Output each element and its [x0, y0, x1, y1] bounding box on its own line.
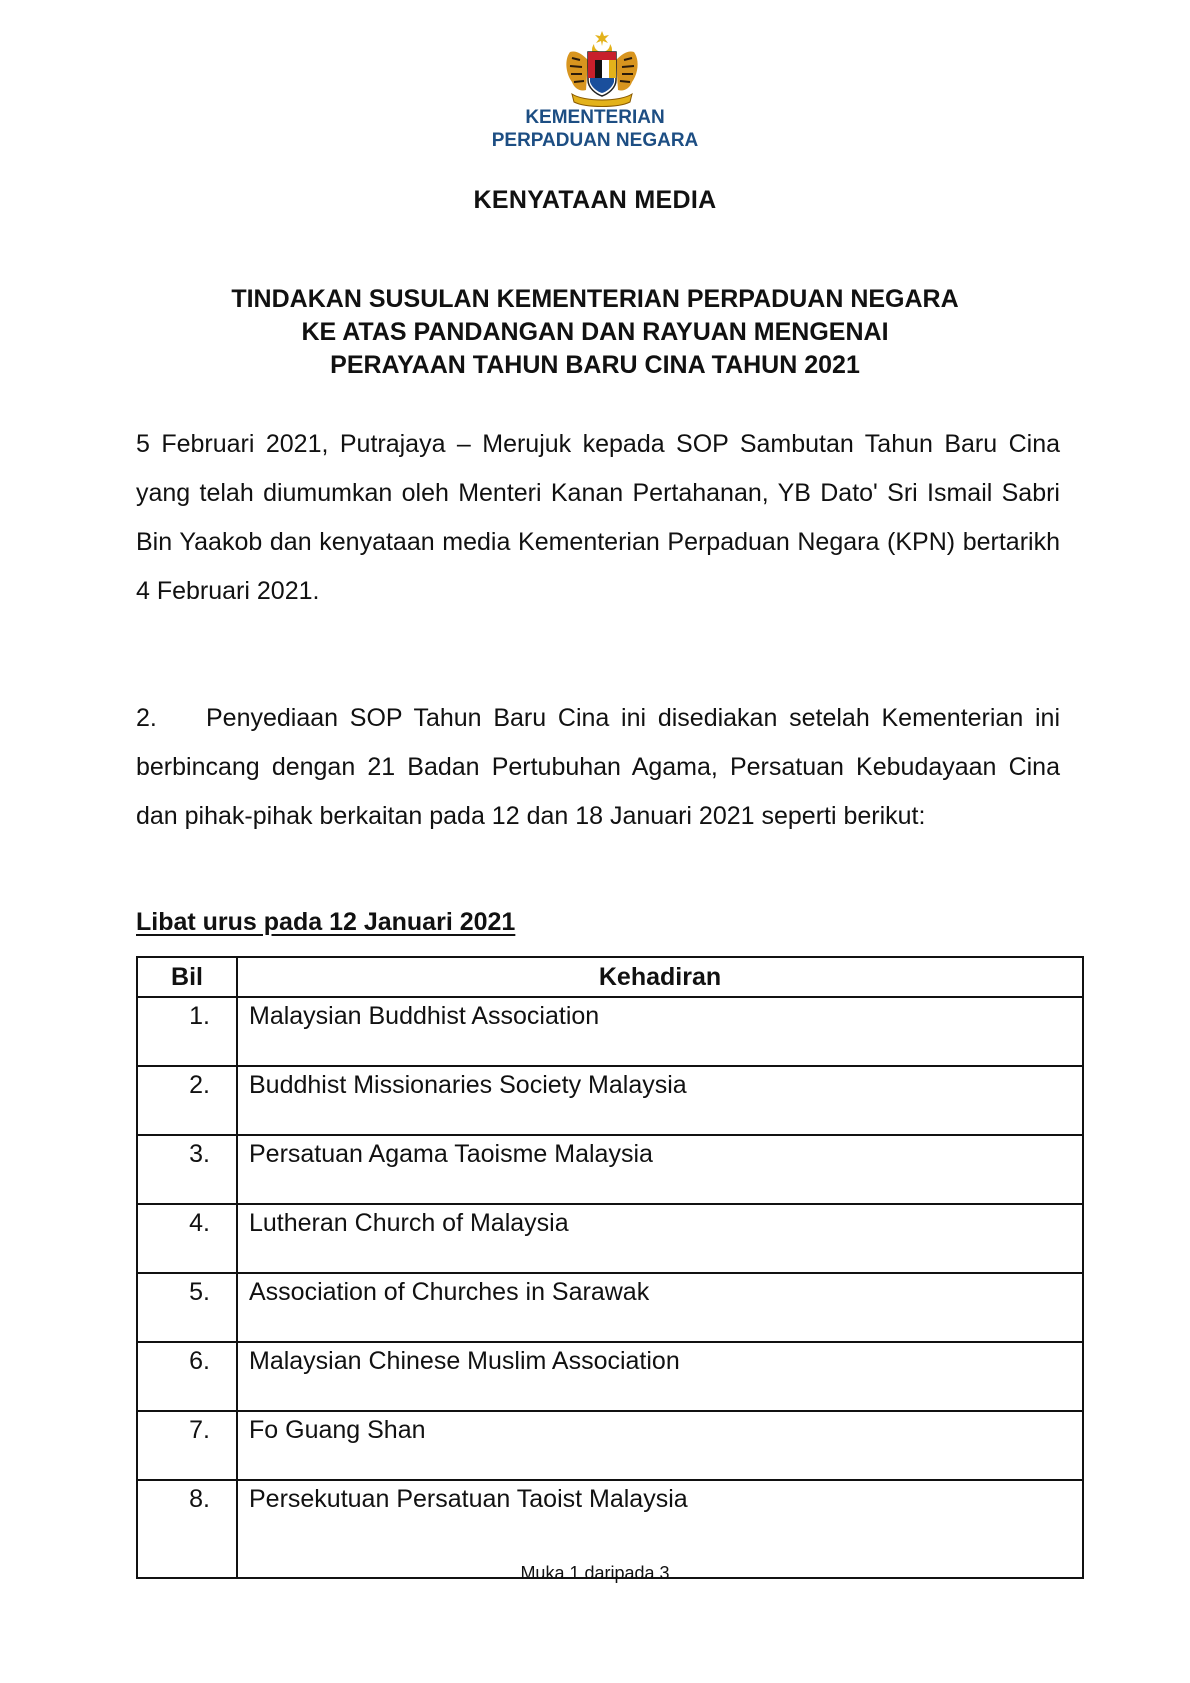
row-organisation: Persatuan Agama Taoisme Malaysia	[237, 1135, 1083, 1204]
column-header-kehadiran: Kehadiran	[237, 957, 1083, 997]
row-organisation: Persekutuan Persatuan Taoist Malaysia	[237, 1480, 1083, 1578]
ministry-name-line1: KEMENTERIAN	[525, 107, 665, 128]
document-type-title: KENYATAAN MEDIA	[473, 186, 717, 214]
table-row	[137, 1342, 1083, 1411]
page-number: Muka 1 daripada 3	[520, 1563, 670, 1583]
table-row	[137, 1204, 1083, 1273]
row-number: 5.	[137, 1273, 237, 1342]
paragraph-2	[136, 694, 1060, 841]
headline-line3: PERAYAAN TAHUN BARU CINA TAHUN 2021	[330, 351, 860, 379]
row-number: 4.	[137, 1204, 237, 1273]
paragraph-2-text: Penyediaan SOP Tahun Baru Cina ini disediakan setelah Kementerian ini berbincang dengan 21 Badan Pertubuhan Agama, Persatuan Kebudayaan Cina dan pihak-pihak berkaitan pada 12 dan 18 Januari 2021 seperti berikut:	[136, 704, 1060, 830]
ministry-name-line2: PERPADUAN NEGARA	[491, 130, 699, 151]
column-header-bil: Bil	[137, 957, 237, 997]
table-row	[137, 1066, 1083, 1135]
row-organisation: Lutheran Church of Malaysia	[237, 1204, 1083, 1273]
table-row	[137, 1135, 1083, 1204]
ministry-name	[0, 106, 1190, 152]
row-organisation: Buddhist Missionaries Society Malaysia	[237, 1066, 1083, 1135]
table-header-row	[137, 957, 1083, 997]
row-number: 7.	[137, 1411, 237, 1480]
paragraph-2-number: 2.	[136, 704, 157, 732]
table-row	[137, 1273, 1083, 1342]
row-organisation: Association of Churches in Sarawak	[237, 1273, 1083, 1342]
table-row	[137, 997, 1083, 1066]
paragraph-1: 5 Februari 2021, Putrajaya – Merujuk kepada SOP Sambutan Tahun Baru Cina yang telah diumumkan oleh Menteri Kanan Pertahanan, YB Dato' Sri Ismail Sabri Bin Yaakob dan kenyataan media Kementerian Perpaduan Negara (KPN) bertarikh 4 Februari 2021.	[136, 430, 1060, 605]
row-number: 1.	[137, 997, 237, 1066]
row-number: 2.	[137, 1066, 237, 1135]
headline	[0, 283, 1190, 382]
attendance-table	[136, 956, 1084, 1579]
headline-line1: TINDAKAN SUSULAN KEMENTERIAN PERPADUAN NEGARA	[231, 285, 959, 313]
table-row	[137, 1411, 1083, 1480]
row-number: 6.	[137, 1342, 237, 1411]
row-number: 8.	[137, 1480, 237, 1578]
row-number: 3.	[137, 1135, 237, 1204]
section-heading: Libat urus pada 12 Januari 2021	[136, 908, 516, 936]
headline-line2: KE ATAS PANDANGAN DAN RAYUAN MENGENAI	[301, 318, 889, 346]
row-organisation: Malaysian Chinese Muslim Association	[237, 1342, 1083, 1411]
row-organisation: Fo Guang Shan	[237, 1411, 1083, 1480]
malaysia-coat-of-arms-icon	[560, 30, 644, 110]
row-organisation: Malaysian Buddhist Association	[237, 997, 1083, 1066]
